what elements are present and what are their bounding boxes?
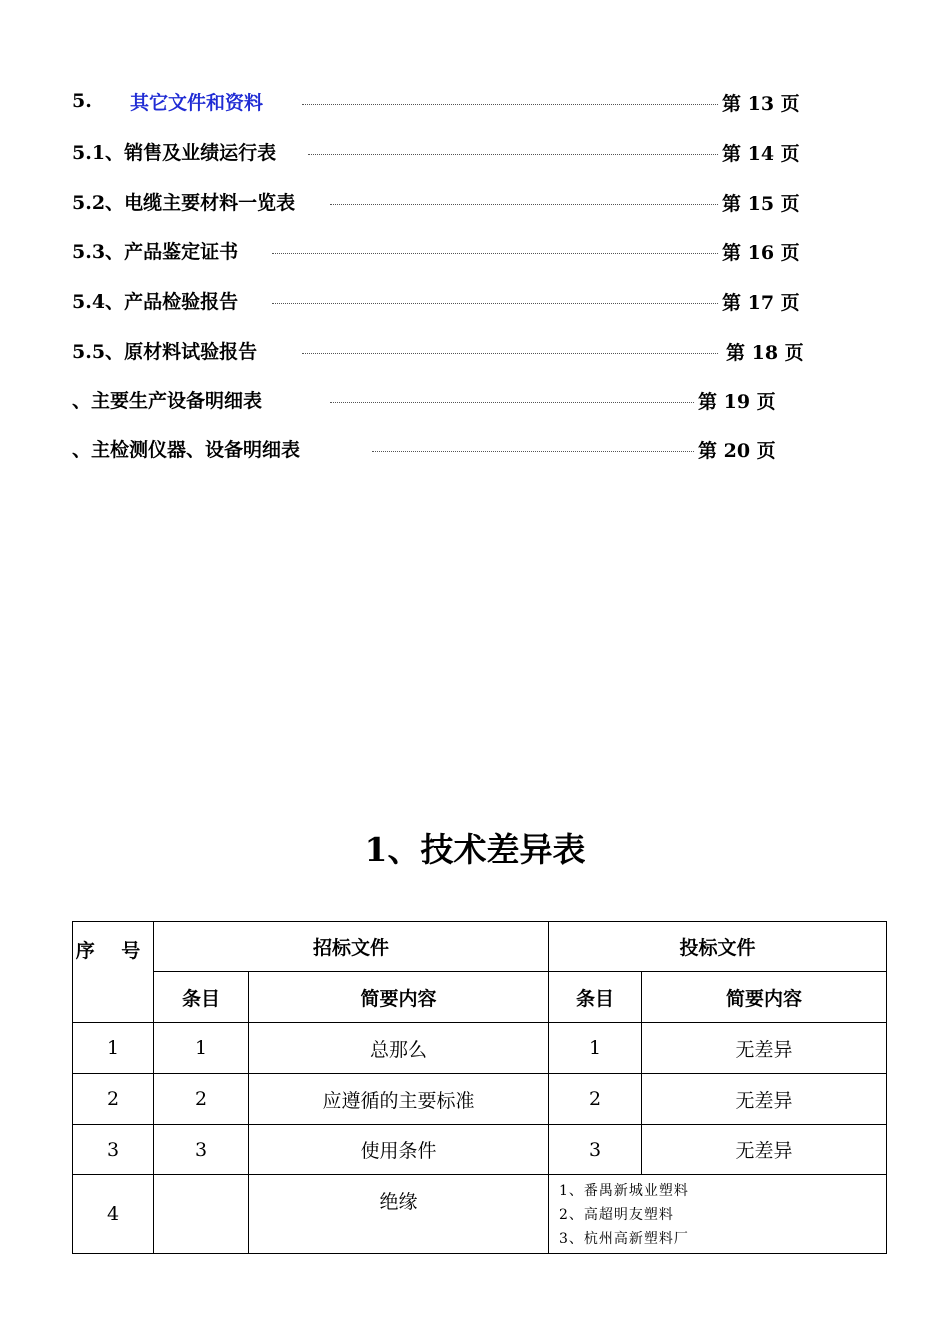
toc-entry[interactable] xyxy=(72,335,257,365)
cell-tender-summary: 应遵循的主要标准 xyxy=(249,1074,549,1125)
toc-number: 5.1、 xyxy=(72,141,125,164)
toc-page: 第 17 页 xyxy=(722,292,800,314)
table-row xyxy=(73,1023,887,1074)
toc-title: 、主检测仪器、设备明细表 xyxy=(72,438,301,461)
toc-entry[interactable] xyxy=(72,186,295,216)
section-heading: 1、技术差异表 xyxy=(364,830,586,869)
cell-seq: 3 xyxy=(73,1125,154,1175)
toc-title: 产品检验报告 xyxy=(124,290,239,313)
table-row xyxy=(73,1125,887,1175)
toc-leader xyxy=(272,253,718,254)
cell-seq: 2 xyxy=(73,1074,154,1125)
table-subheader-row xyxy=(73,972,887,1023)
toc-entry[interactable] xyxy=(72,235,238,265)
cell-tender-item xyxy=(154,1175,249,1254)
table-header-row xyxy=(73,922,887,972)
header-tender-item: 条目 xyxy=(154,972,249,1023)
toc-number: 5.2、 xyxy=(72,191,125,214)
toc-page: 第 15 页 xyxy=(722,193,800,215)
cell-bid-summary xyxy=(549,1175,887,1254)
toc-leader xyxy=(302,353,718,354)
table-row xyxy=(73,1074,887,1125)
toc-entry[interactable] xyxy=(72,384,262,414)
header-tender-summary: 简要内容 xyxy=(249,972,549,1023)
cell-bid-item: 2 xyxy=(549,1074,642,1125)
toc-entry[interactable] xyxy=(72,86,263,116)
toc-page: 第 13 页 xyxy=(722,93,800,115)
cell-bid-item: 1 xyxy=(549,1023,642,1074)
toc-title: 产品鉴定证书 xyxy=(124,240,239,263)
cell-bid-item: 3 xyxy=(549,1125,642,1175)
header-bid-document: 投标文件 xyxy=(549,922,887,972)
toc-leader xyxy=(330,402,694,403)
toc-leader xyxy=(308,154,718,155)
cell-tender-summary: 总那么 xyxy=(249,1023,549,1074)
toc-entry[interactable] xyxy=(72,433,300,463)
supplier-line: 2、高超明友塑料 xyxy=(559,1207,674,1223)
cell-bid-summary: 无差异 xyxy=(642,1023,887,1074)
toc-page: 第 20 页 xyxy=(698,440,776,462)
technical-deviation-table xyxy=(72,921,887,1254)
cell-seq: 1 xyxy=(73,1023,154,1074)
toc-number: 5.5、 xyxy=(72,340,125,363)
supplier-line: 3、杭州高新塑料厂 xyxy=(559,1231,689,1247)
toc-number: 5.4、 xyxy=(72,290,125,313)
toc-page: 第 16 页 xyxy=(722,242,800,264)
toc-leader xyxy=(372,451,694,452)
toc-entry[interactable] xyxy=(72,285,238,315)
cell-tender-item: 2 xyxy=(154,1074,249,1125)
cell-tender-summary: 使用条件 xyxy=(249,1125,549,1175)
cell-tender-item: 1 xyxy=(154,1023,249,1074)
toc-page: 第 19 页 xyxy=(698,391,776,413)
toc-leader xyxy=(302,104,718,105)
supplier-line: 1、番禺新城业塑料 xyxy=(559,1183,689,1199)
cell-bid-summary: 无差异 xyxy=(642,1074,887,1125)
toc-leader xyxy=(272,303,718,304)
cell-tender-summary: 绝缘 xyxy=(249,1175,549,1254)
toc-number: 5.3、 xyxy=(72,240,125,263)
toc-leader xyxy=(330,204,718,205)
header-bid-summary: 简要内容 xyxy=(642,972,887,1023)
toc-entry[interactable] xyxy=(72,136,276,166)
toc-title: 原材料试验报告 xyxy=(124,340,258,363)
toc-title: 电缆主要材料一览表 xyxy=(124,191,296,214)
supplier-list xyxy=(549,1175,886,1253)
toc-title: 、主要生产设备明细表 xyxy=(72,389,263,412)
toc-title: 其它文件和资料 xyxy=(130,91,264,114)
cell-bid-summary: 无差异 xyxy=(642,1125,887,1175)
cell-seq: 4 xyxy=(73,1175,154,1254)
header-bid-item: 条目 xyxy=(549,972,642,1023)
toc-page: 第 14 页 xyxy=(722,143,800,165)
toc-number: 5. xyxy=(72,90,92,112)
header-seq: 序 号 xyxy=(73,922,154,1023)
table-row xyxy=(73,1175,887,1254)
header-tender-document: 招标文件 xyxy=(154,922,549,972)
toc-title: 销售及业绩运行表 xyxy=(124,141,277,164)
toc-page: 第 18 页 xyxy=(726,342,804,364)
cell-tender-item: 3 xyxy=(154,1125,249,1175)
